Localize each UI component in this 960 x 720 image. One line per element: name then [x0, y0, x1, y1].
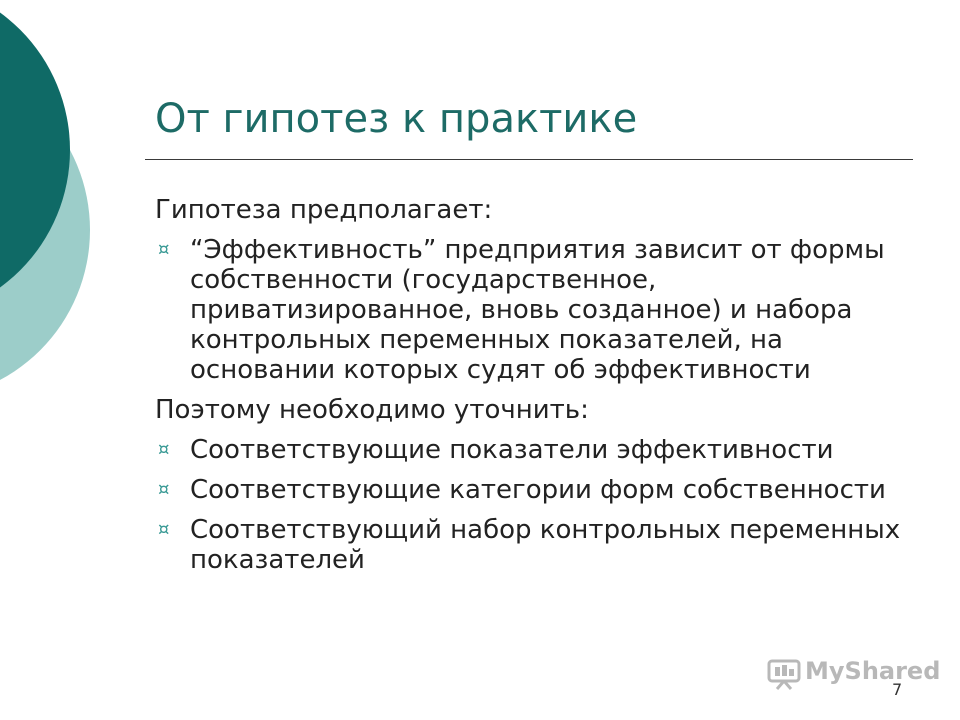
slide-content — [155, 195, 915, 585]
presentation-board-icon — [767, 659, 801, 691]
bullet-text: Соответствующие показатели эффективности — [190, 435, 834, 465]
page-number: 7 — [892, 680, 903, 699]
watermark-text: MyShared — [805, 657, 941, 685]
decorative-circles — [0, 0, 120, 400]
bullet-marker-icon: ¤ — [158, 479, 170, 500]
bullet-item — [155, 475, 915, 505]
paragraph-hypothesis: Гипотеза предполагает: — [155, 195, 493, 225]
bullet-text: Соответствующие категории форм собственности — [190, 475, 886, 505]
bullet-text: “Эффективность” предприятия зависит от формы собственности (государственное, приватизированное, вновь созданное) и набора контрольных переменных показателей, на основании которых судят об эффективности — [190, 235, 885, 385]
bullet-text: Соответствующий набор контрольных переменных показателей — [190, 515, 901, 575]
paragraph-clarify: Поэтому необходимо уточнить: — [155, 395, 589, 425]
slide-title: От гипотез к практике — [155, 96, 638, 142]
bullet-item — [155, 515, 915, 575]
title-divider — [145, 159, 913, 160]
bullet-item — [155, 235, 915, 385]
bullet-marker-icon: ¤ — [158, 439, 170, 460]
bullet-marker-icon: ¤ — [158, 519, 170, 540]
bullet-item — [155, 435, 915, 465]
bullet-marker-icon: ¤ — [158, 239, 170, 260]
